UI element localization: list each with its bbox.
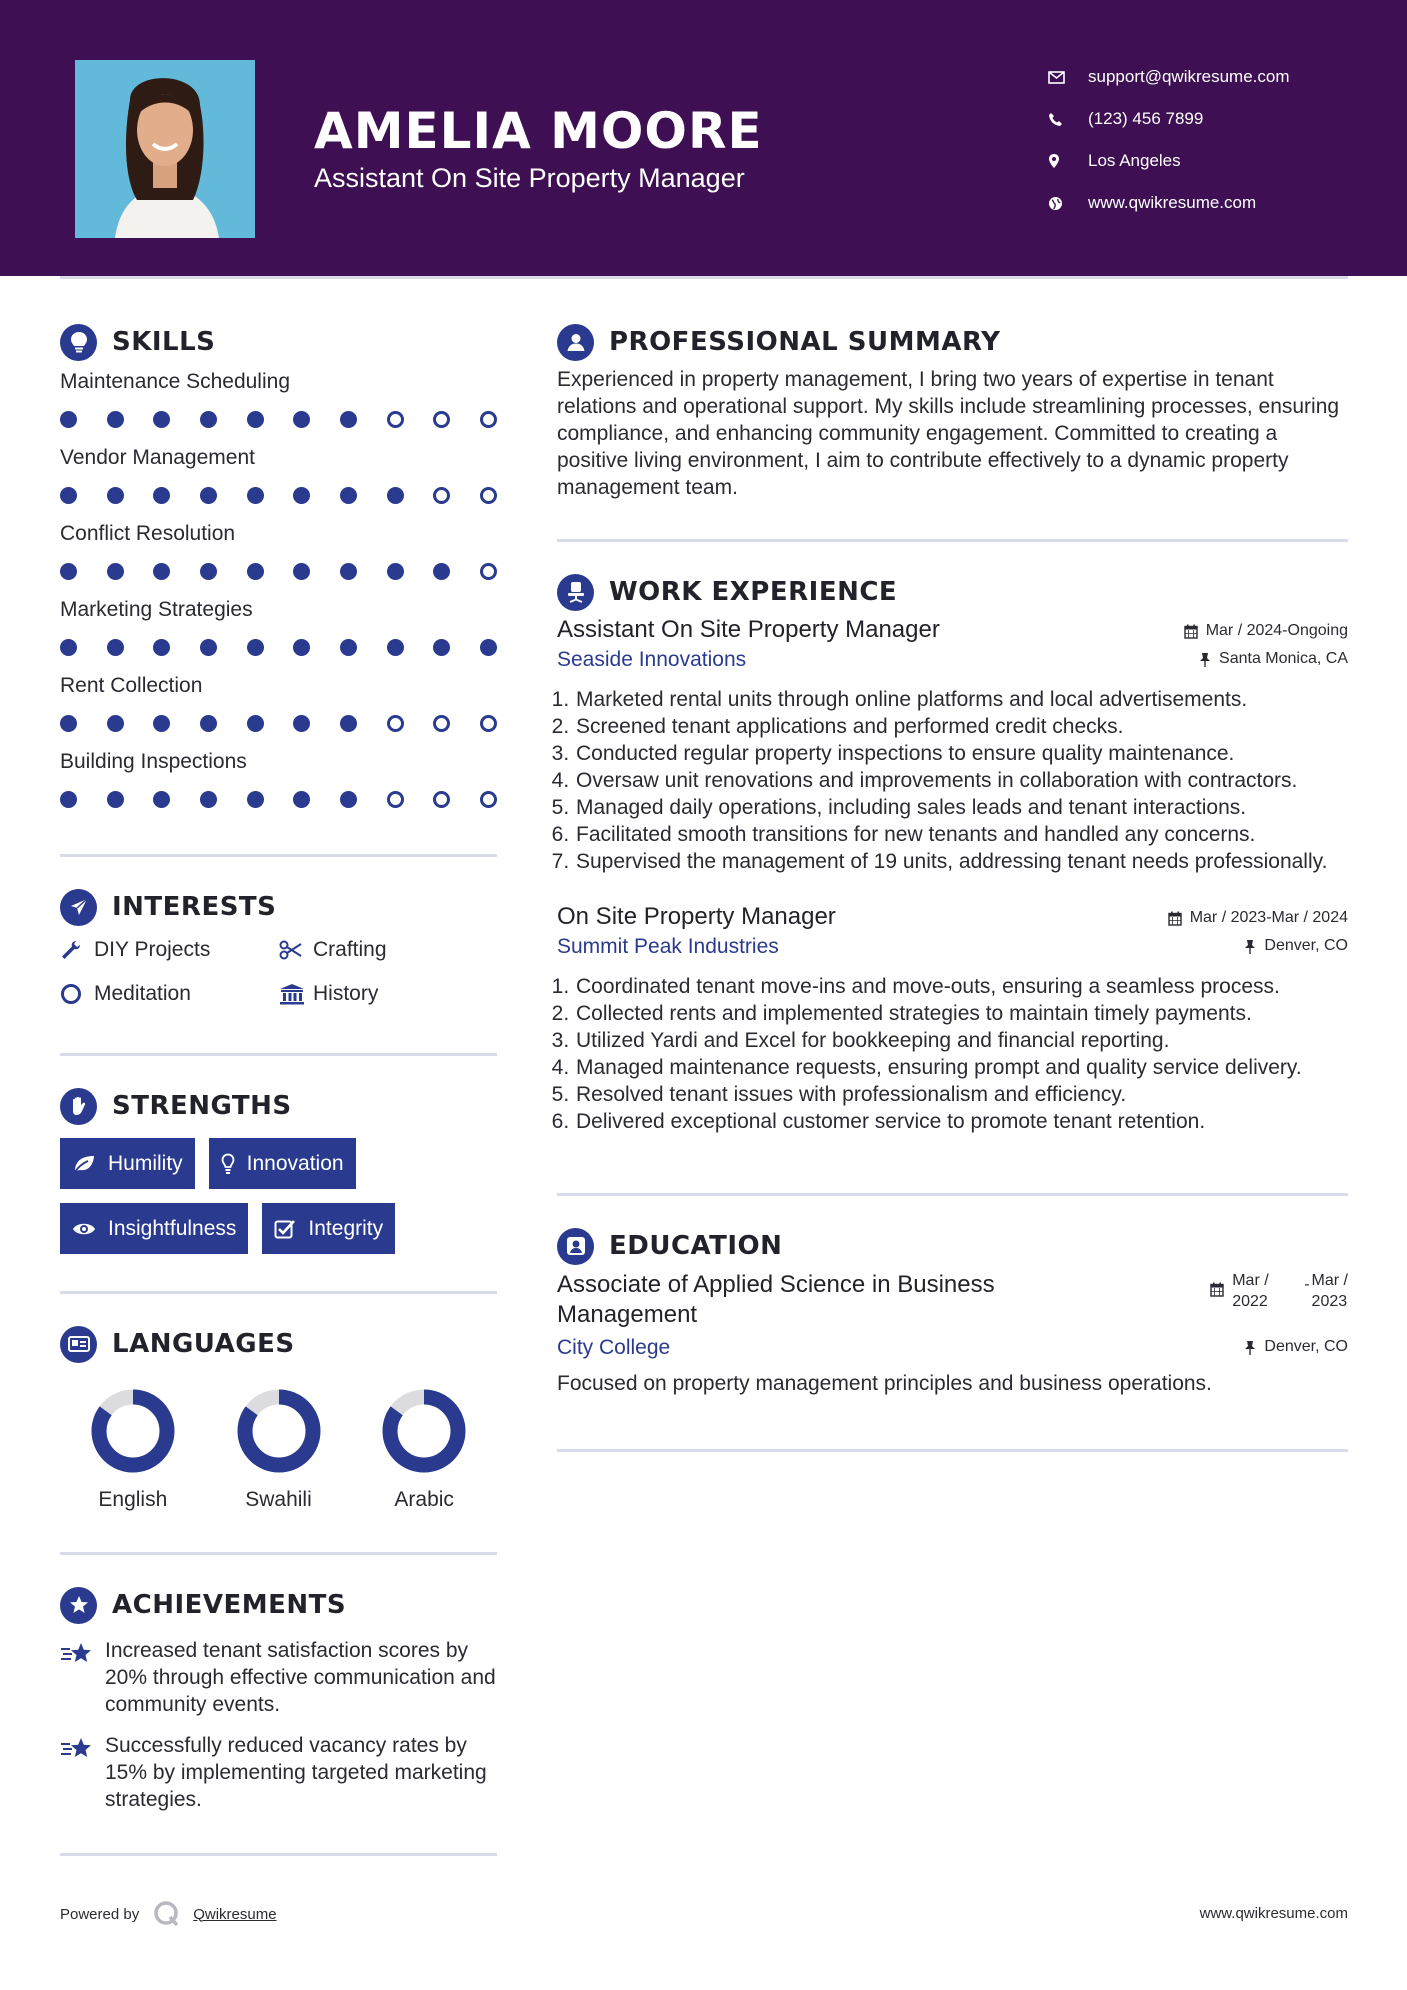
job-entry [557, 903, 1348, 1135]
contact-location [1048, 140, 1378, 182]
qwikresume-logo-icon [153, 1900, 181, 1928]
skill-rating [60, 398, 497, 440]
skill-dot-filled [340, 791, 357, 808]
skill-dot-filled [60, 791, 77, 808]
skill-name: Maintenance Scheduling [60, 370, 290, 393]
skill-dot-filled [107, 487, 124, 504]
skill-dot-empty [480, 411, 497, 428]
calendar-icon [1168, 911, 1182, 926]
job-bullet: 3. Conducted regular property inspections to ensure quality maintenance. [575, 740, 1348, 767]
language-item [206, 1386, 352, 1512]
contact-list [1048, 56, 1378, 224]
job-bullet: 6. Facilitated smooth transitions for new tenants and handled any concerns. [575, 821, 1348, 848]
skill-dot-filled [107, 715, 124, 732]
section-divider [557, 539, 1348, 542]
candidate-name: AMELIA MOORE [314, 102, 763, 160]
skill-dot-filled [293, 411, 310, 428]
job-bullet: 4. Managed maintenance requests, ensuring prompt and quality service delivery. [575, 1054, 1348, 1081]
lightbulb-icon [60, 324, 97, 361]
profile-photo [75, 60, 255, 238]
section-divider [60, 1853, 497, 1856]
language-label: English [98, 1488, 168, 1511]
language-ring [379, 1386, 469, 1476]
skills-title: SKILLS [112, 327, 216, 357]
section-divider [60, 1291, 497, 1294]
right-column [557, 320, 1348, 1452]
interest-label: DIY Projects [94, 938, 211, 961]
achievement-item [60, 1637, 497, 1718]
education-header [557, 1270, 1348, 1330]
section-divider [557, 1193, 1348, 1196]
skill-item [60, 442, 497, 516]
job-entry [557, 616, 1348, 875]
degree-name: Associate of Applied Science in Business Management [557, 1271, 995, 1328]
job-date [1184, 622, 1348, 640]
skill-dot-filled [153, 563, 170, 580]
strengths-heading [60, 1084, 497, 1128]
job-subheader [557, 935, 1348, 959]
strength-label: Innovation [246, 1151, 344, 1175]
summary-title: PROFESSIONAL SUMMARY [609, 327, 1001, 357]
skill-dot-filled [387, 639, 404, 656]
summary-heading [557, 320, 1348, 364]
job-title: Assistant On Site Property Manager [557, 616, 940, 643]
skill-dot-filled [60, 487, 77, 504]
interest-label: History [313, 982, 379, 1005]
pushpin-icon [1199, 652, 1211, 667]
job-bullet: 2. Screened tenant applications and performed credit checks. [575, 713, 1348, 740]
contact-location-text: Los Angeles [1088, 151, 1181, 170]
powered-by-text: Powered by [60, 1905, 140, 1923]
circle-icon [60, 983, 94, 1005]
achievement-text: Successfully reduced vacancy rates by 15% by implementing targeted marketing strategies. [105, 1734, 487, 1811]
education-start-year: 2022 [1232, 1293, 1268, 1310]
job-location [1199, 650, 1348, 668]
candidate-title: Assistant On Site Property Manager [314, 163, 745, 193]
skill-dot-filled [247, 715, 264, 732]
job-date [1168, 909, 1348, 927]
skill-dot-filled [200, 715, 217, 732]
skill-dot-filled [340, 563, 357, 580]
job-bullet: 5. Managed daily operations, including sales leads and tenant interactions. [575, 794, 1348, 821]
interest-item [60, 935, 279, 965]
job-bullet: 7. Supervised the management of 19 units, addressing tenant needs professionally. [575, 848, 1348, 875]
skill-dot-filled [293, 639, 310, 656]
strength-label: Integrity [308, 1216, 384, 1240]
skill-dot-filled [247, 487, 264, 504]
skill-dot-filled [60, 639, 77, 656]
map-pin-icon [1048, 153, 1088, 169]
skill-dot-filled [340, 411, 357, 428]
skills-list [60, 366, 497, 820]
skill-item [60, 746, 497, 820]
company-name: Seaside Innovations [557, 648, 747, 671]
skill-dot-empty [433, 487, 450, 504]
skill-dot-filled [480, 639, 497, 656]
education-end-year: 2023 [1311, 1293, 1348, 1310]
strength-chip [60, 1138, 195, 1189]
section-divider [60, 1552, 497, 1555]
experience-title: WORK EXPERIENCE [609, 577, 898, 607]
skill-dot-filled [153, 487, 170, 504]
wrench-icon [60, 939, 94, 961]
skill-rating [60, 474, 497, 516]
leaf-icon [72, 1154, 96, 1174]
skill-dot-filled [293, 563, 310, 580]
languages-list [60, 1386, 497, 1512]
achievement-text: Increased tenant satisfaction scores by 20% through effective communication and community events. [105, 1639, 496, 1716]
envelope-icon [1048, 71, 1088, 84]
skill-name: Marketing Strategies [60, 598, 253, 621]
footer-branding [60, 1900, 277, 1928]
strength-label: Humility [108, 1151, 183, 1175]
school-name: City College [557, 1336, 671, 1359]
languages-title: LANGUAGES [112, 1329, 295, 1359]
section-divider [60, 1053, 497, 1056]
section-divider [60, 854, 497, 857]
skill-name: Rent Collection [60, 674, 203, 697]
scissors-icon [279, 940, 313, 960]
achievements-title: ACHIEVEMENTS [112, 1590, 347, 1620]
interest-label: Meditation [94, 982, 191, 1005]
skill-dot-filled [153, 639, 170, 656]
education-heading [557, 1224, 1348, 1268]
skill-dot-empty [480, 715, 497, 732]
pushpin-icon [1244, 939, 1256, 954]
strength-chip [262, 1203, 395, 1254]
job-bullets [557, 973, 1348, 1135]
skill-dot-filled [387, 487, 404, 504]
contact-email-text: support@qwikresume.com [1088, 67, 1290, 86]
phone-icon [1048, 112, 1088, 127]
education-end [1312, 1270, 1348, 1312]
skill-dot-filled [200, 791, 217, 808]
skill-dot-filled [433, 563, 450, 580]
job-location-text: Santa Monica, CA [1219, 650, 1348, 667]
skill-dot-empty [480, 791, 497, 808]
skill-dot-filled [153, 411, 170, 428]
job-bullet: 3. Utilized Yardi and Excel for bookkeeping and financial reporting. [575, 1027, 1348, 1054]
skill-dot-filled [153, 715, 170, 732]
skill-dot-filled [60, 411, 77, 428]
skill-rating [60, 702, 497, 744]
skill-dot-filled [433, 639, 450, 656]
skill-item [60, 366, 497, 440]
job-bullet: 5. Resolved tenant issues with professionalism and efficiency. [575, 1081, 1348, 1108]
skill-dot-empty [480, 487, 497, 504]
education-date-dash: - [1304, 1276, 1310, 1293]
skill-dot-filled [293, 715, 310, 732]
contact-phone-text: (123) 456 7899 [1088, 109, 1204, 128]
globe-icon [1048, 196, 1088, 211]
strength-label: Insightfulness [108, 1216, 237, 1240]
education-end-month: Mar / [1311, 1272, 1348, 1289]
calendar-icon [1210, 1282, 1224, 1297]
skill-dot-empty [387, 791, 404, 808]
achievement-item [60, 1732, 497, 1813]
language-ring [234, 1386, 324, 1476]
skill-dot-empty [480, 563, 497, 580]
language-item [351, 1386, 497, 1512]
contact-phone[interactable] [1048, 98, 1378, 140]
interest-item [60, 979, 279, 1009]
education-description: Focused on property management principles and business operations. [557, 1372, 1212, 1395]
skill-dot-empty [387, 715, 404, 732]
skill-dot-filled [200, 639, 217, 656]
languages-heading [60, 1322, 497, 1366]
skill-dot-empty [433, 791, 450, 808]
skill-rating [60, 778, 497, 820]
strengths-list [60, 1138, 497, 1254]
language-ring [88, 1386, 178, 1476]
skill-dot-filled [153, 791, 170, 808]
paper-plane-icon [60, 889, 97, 926]
skill-dot-filled [107, 791, 124, 808]
skill-dot-filled [107, 411, 124, 428]
section-divider [557, 1449, 1348, 1452]
qwikresume-link[interactable]: Qwikresume [193, 1905, 277, 1923]
strength-chip [209, 1138, 356, 1189]
job-bullet: 4. Oversaw unit renovations and improvements in collaboration with contractors. [575, 767, 1348, 794]
skill-dot-filled [340, 715, 357, 732]
skill-dot-filled [340, 639, 357, 656]
skill-rating [60, 550, 497, 592]
skill-dot-filled [247, 791, 264, 808]
language-label: Arabic [394, 1488, 454, 1511]
id-card-icon [60, 1326, 97, 1363]
left-column [60, 320, 497, 1856]
skill-rating [60, 626, 497, 668]
summary-text: Experienced in property management, I bring two years of expertise in tenant relations and operational support. My skills include streamlining processes, ensuring compliance, and enhancing community engagement. Committed to creating a positive living environment, I aim to contribute effectively to a dynamic property management team. [557, 368, 1340, 499]
education-title: EDUCATION [609, 1231, 783, 1261]
education-location-text: Denver, CO [1264, 1338, 1348, 1355]
skill-name: Vendor Management [60, 446, 255, 469]
skill-dot-filled [340, 487, 357, 504]
skill-dot-filled [293, 791, 310, 808]
job-bullet: 1. Coordinated tenant move-ins and move-outs, ensuring a seamless process. [575, 973, 1348, 1000]
skill-dot-filled [107, 639, 124, 656]
skill-dot-filled [60, 715, 77, 732]
job-title: On Site Property Manager [557, 903, 836, 930]
header-divider [60, 276, 1348, 279]
skill-dot-filled [200, 487, 217, 504]
skill-dot-filled [293, 487, 310, 504]
interest-label: Crafting [313, 938, 387, 961]
eye-icon [72, 1221, 96, 1237]
interests-list [60, 935, 497, 1009]
interests-title: INTERESTS [112, 892, 277, 922]
skill-dot-filled [247, 563, 264, 580]
job-date-text: Mar / 2023-Mar / 2024 [1189, 909, 1348, 926]
education-start [1232, 1270, 1304, 1312]
contact-email[interactable] [1048, 56, 1378, 98]
contact-website[interactable] [1048, 182, 1378, 224]
lightbulb-icon [221, 1153, 235, 1175]
hand-icon [60, 1088, 97, 1125]
job-date-text: Mar / 2024-Ongoing [1205, 622, 1348, 639]
calendar-icon [1184, 624, 1198, 639]
strength-chip [60, 1203, 248, 1254]
skills-heading [60, 320, 497, 364]
skill-dot-empty [433, 411, 450, 428]
interests-heading [60, 885, 497, 929]
office-chair-icon [557, 574, 594, 611]
job-header [557, 903, 1348, 931]
museum-icon [279, 983, 313, 1005]
skill-name: Conflict Resolution [60, 522, 236, 545]
skill-dot-empty [387, 411, 404, 428]
skill-dot-filled [247, 639, 264, 656]
interest-item [279, 979, 498, 1009]
skill-dot-filled [200, 411, 217, 428]
job-header [557, 616, 1348, 644]
education-subheader [557, 1336, 1348, 1360]
pushpin-icon [1244, 1340, 1256, 1355]
skill-dot-filled [387, 563, 404, 580]
skill-dot-filled [60, 563, 77, 580]
footer-website[interactable]: www.qwikresume.com [1199, 1905, 1348, 1922]
achievements-heading [60, 1583, 497, 1627]
skill-name: Building Inspections [60, 750, 247, 773]
language-item [60, 1386, 206, 1512]
job-bullets [557, 686, 1348, 875]
education-start-month: Mar / [1232, 1272, 1269, 1289]
interest-item [279, 935, 498, 965]
graduate-icon [557, 1228, 594, 1265]
skill-dot-filled [107, 563, 124, 580]
education-date [1210, 1270, 1348, 1312]
job-bullet: 2. Collected rents and implemented strategies to maintain timely payments. [575, 1000, 1348, 1027]
job-bullet: 1. Marketed rental units through online platforms and local advertisements. [575, 686, 1348, 713]
education-location [1244, 1338, 1348, 1356]
shooting-star-icon [60, 1637, 105, 1718]
resume-header [0, 0, 1407, 276]
language-label: Swahili [245, 1488, 312, 1511]
user-icon [557, 324, 594, 361]
shooting-star-icon [60, 1732, 105, 1813]
skill-item [60, 594, 497, 668]
skill-item [60, 518, 497, 592]
skill-dot-filled [200, 563, 217, 580]
experience-heading [557, 570, 1348, 614]
job-location-text: Denver, CO [1264, 937, 1348, 954]
job-subheader [557, 648, 1348, 672]
skill-dot-empty [433, 715, 450, 732]
job-bullet: 6. Delivered exceptional customer service to promote tenant retention. [575, 1108, 1348, 1135]
job-location [1244, 937, 1348, 955]
star-badge-icon [60, 1587, 97, 1624]
skill-item [60, 670, 497, 744]
strengths-title: STRENGTHS [112, 1091, 292, 1121]
check-square-icon [274, 1219, 296, 1239]
skill-dot-filled [247, 411, 264, 428]
contact-website-text: www.qwikresume.com [1088, 193, 1257, 212]
company-name: Summit Peak Industries [557, 935, 779, 958]
